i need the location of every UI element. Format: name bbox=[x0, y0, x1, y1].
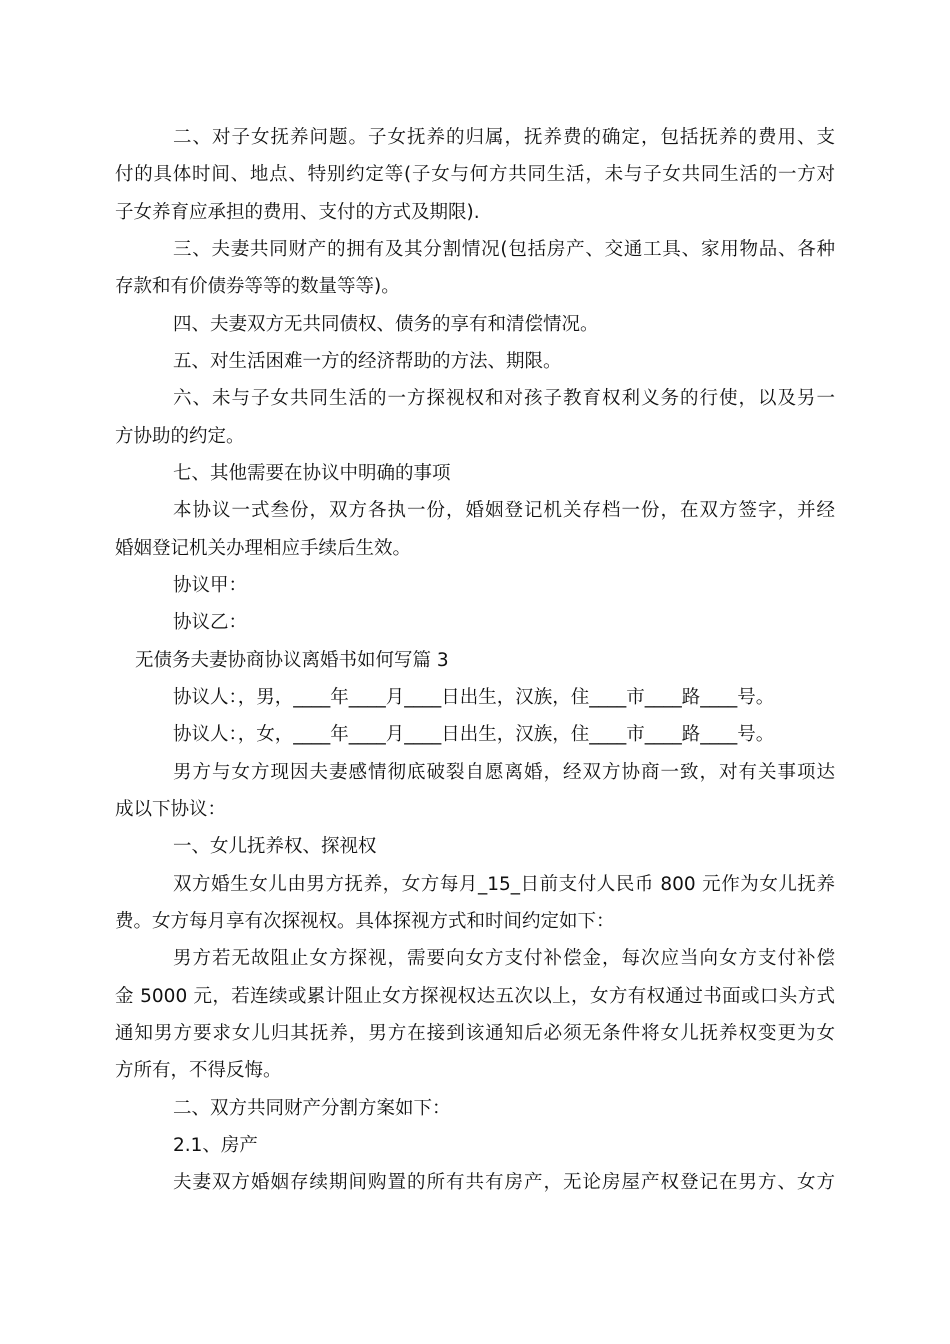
paragraph-line: 成以下协议： bbox=[115, 799, 227, 820]
sub-clause-heading: 2.1、房产 bbox=[173, 1135, 258, 1156]
paragraph-line: 夫妻双方婚姻存续期间购置的所有共有房产，无论房屋产权登记在男方、女方 bbox=[173, 1172, 835, 1193]
party-line: 协议人：，女，____年____月____日出生，汉族，住____市____路____号。 bbox=[173, 724, 775, 745]
paragraph-line: 五、对生活困难一方的经济帮助的方法、期限。 bbox=[173, 351, 562, 372]
paragraph-line: 方协助的约定。 bbox=[115, 426, 245, 447]
party-line: 协议人：，男，____年____月____日出生，汉族，住____市____路____号。 bbox=[173, 687, 775, 708]
paragraph-line: 男方与女方现因夫妻感情彻底破裂自愿离婚，经双方协商一致，对有关事项达 bbox=[173, 762, 835, 783]
paragraph-line: 费。女方每月享有次探视权。具体探视方式和时间约定如下： bbox=[115, 911, 615, 932]
paragraph-line: 子女养育应承担的费用、支付的方式及期限). bbox=[115, 202, 480, 223]
paragraph-line: 双方婚生女儿由男方抚养，女方每月_15_日前支付人民币 800 元作为女儿抚养 bbox=[173, 874, 835, 895]
signature-label-a: 协议甲： bbox=[173, 575, 248, 596]
paragraph-line: 婚姻登记机关办理相应手续后生效。 bbox=[115, 538, 412, 559]
paragraph-line: 本协议一式叁份，双方各执一份，婚姻登记机关存档一份，在双方签字，并经 bbox=[173, 500, 835, 521]
signature-label-b: 协议乙： bbox=[173, 612, 248, 633]
paragraph-line: 三、夫妻共同财产的拥有及其分割情况(包括房产、交通工具、家用物品、各种 bbox=[173, 239, 835, 260]
paragraph-line: 六、未与子女共同生活的一方探视权和对孩子教育权利义务的行使，以及另一 bbox=[173, 388, 835, 409]
clause-heading: 二、双方共同财产分割方案如下： bbox=[173, 1098, 451, 1119]
paragraph-line: 方所有，不得反悔。 bbox=[115, 1060, 282, 1081]
paragraph-line: 金 5000 元，若连续或累计阻止女方探视权达五次以上，女方有权通过书面或口头方式 bbox=[115, 986, 835, 1007]
paragraph-line: 付的具体时间、地点、特别约定等(子女与何方共同生活，未与子女共同生活的一方对 bbox=[115, 164, 835, 185]
paragraph-line: 四、夫妻双方无共同债权、债务的享有和清偿情况。 bbox=[173, 314, 599, 335]
paragraph-line: 二、对子女抚养问题。子女抚养的归属，抚养费的确定，包括抚养的费用、支 bbox=[173, 127, 835, 148]
paragraph-line: 通知男方要求女儿归其抚养，男方在接到该通知后必须无条件将女儿抚养权变更为女 bbox=[115, 1023, 835, 1044]
clause-heading: 一、女儿抚养权、探视权 bbox=[173, 836, 377, 857]
paragraph-line: 存款和有价债券等等的数量等等)。 bbox=[115, 276, 400, 297]
paragraph-line: 七、其他需要在协议中明确的事项 bbox=[173, 463, 451, 484]
section-title: 无债务夫妻协商协议离婚书如何写篇 3 bbox=[135, 650, 449, 671]
paragraph-line: 男方若无故阻止女方探视，需要向女方支付补偿金，每次应当向女方支付补偿 bbox=[173, 948, 835, 969]
